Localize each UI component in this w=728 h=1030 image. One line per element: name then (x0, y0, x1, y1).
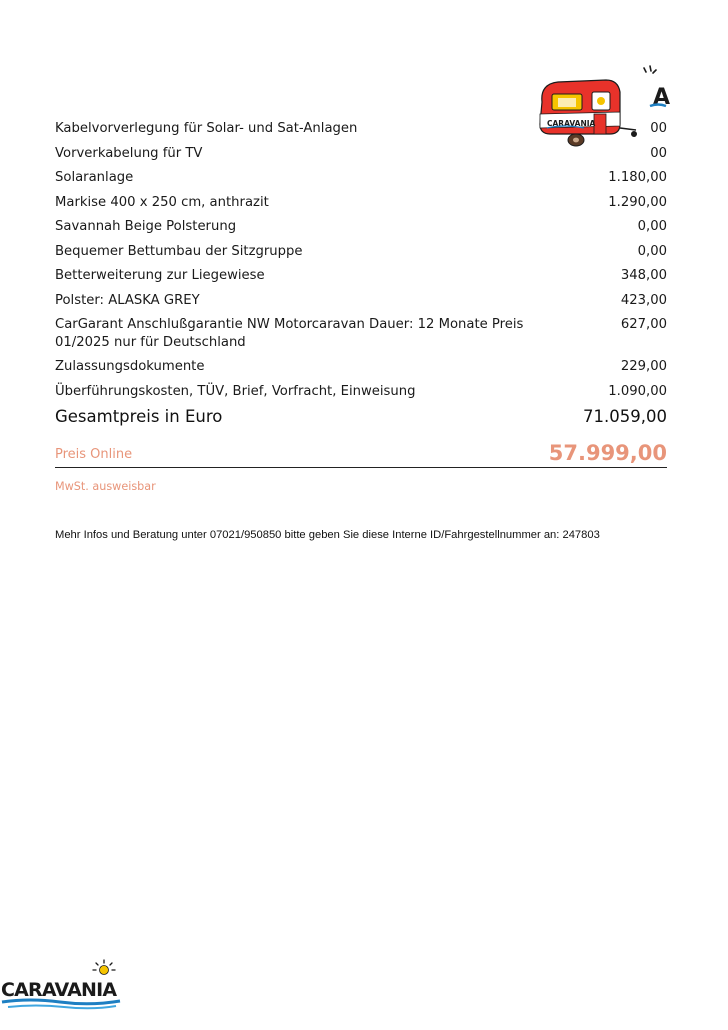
online-price-label: Preis Online (55, 447, 133, 462)
online-price-amount: 57.999,00 (548, 441, 667, 465)
total-label: Gesamtpreis in Euro (55, 407, 223, 426)
item-label: Markise 400 x 250 cm, anthrazit (55, 194, 269, 210)
item-label: Bequemer Bettumbau der Sitzgruppe (55, 243, 303, 259)
item-label: Polster: ALASKA GREY (55, 292, 200, 308)
item-label: Solaranlage (55, 170, 134, 185)
price-item-row (55, 218, 667, 236)
price-item-row (55, 120, 667, 138)
price-item-row (55, 316, 667, 352)
brand-logo-text: CARAVANIA (1, 979, 117, 1001)
logo-fragment-letter: A (653, 85, 671, 110)
item-amount: 00 (650, 145, 667, 161)
item-label: Kabelvorverlegung für Solar- und Sat-Anlagen (55, 121, 358, 136)
item-label: Überführungskosten, TÜV, Brief, Vorfracht, Einweisung (55, 383, 416, 399)
item-label: Savannah Beige Polsterung (55, 219, 237, 234)
item-label: Vorverkabelung für TV (55, 145, 203, 161)
price-item-row (55, 169, 667, 187)
price-item-row (55, 243, 667, 261)
item-amount: 229,00 (620, 359, 667, 374)
vat-note: MwSt. ausweisbar (55, 480, 156, 493)
price-item-row (55, 292, 667, 310)
item-amount: 1.090,00 (608, 383, 667, 399)
price-item-row (55, 194, 667, 212)
item-amount: 00 (650, 121, 667, 136)
item-amount: 423,00 (620, 292, 667, 308)
price-item-row (55, 383, 667, 401)
item-amount: 0,00 (637, 219, 667, 234)
item-label: Betterweiterung zur Liegewiese (55, 268, 265, 283)
item-amount: 1.180,00 (608, 170, 667, 185)
item-amount: 1.290,00 (608, 194, 667, 210)
item-amount: 627,00 (620, 317, 667, 332)
total-amount: 71.059,00 (583, 407, 667, 426)
contact-info-text: Mehr Infos und Beratung unter 07021/950850 bitte geben Sie diese Interne ID/Fahrgestellnummer an: 247803 (55, 529, 600, 541)
item-amount: 0,00 (637, 243, 667, 259)
caravania-brand-logo (0, 958, 124, 1014)
price-items-list (55, 120, 667, 401)
price-item-row (55, 358, 667, 376)
item-label: Zulassungsdokumente (55, 359, 205, 374)
item-amount: 348,00 (620, 268, 667, 283)
item-label: CarGarant Anschlußgarantie NW Motorcaravan Dauer: 12 Monate Preis 01/2025 nur für Deutschland (55, 317, 524, 350)
price-item-row (55, 267, 667, 285)
price-item-row (55, 145, 667, 163)
total-price-row (55, 406, 667, 428)
online-price-row (55, 440, 667, 468)
caravan-logo-text: CARAVANIA (547, 119, 596, 128)
